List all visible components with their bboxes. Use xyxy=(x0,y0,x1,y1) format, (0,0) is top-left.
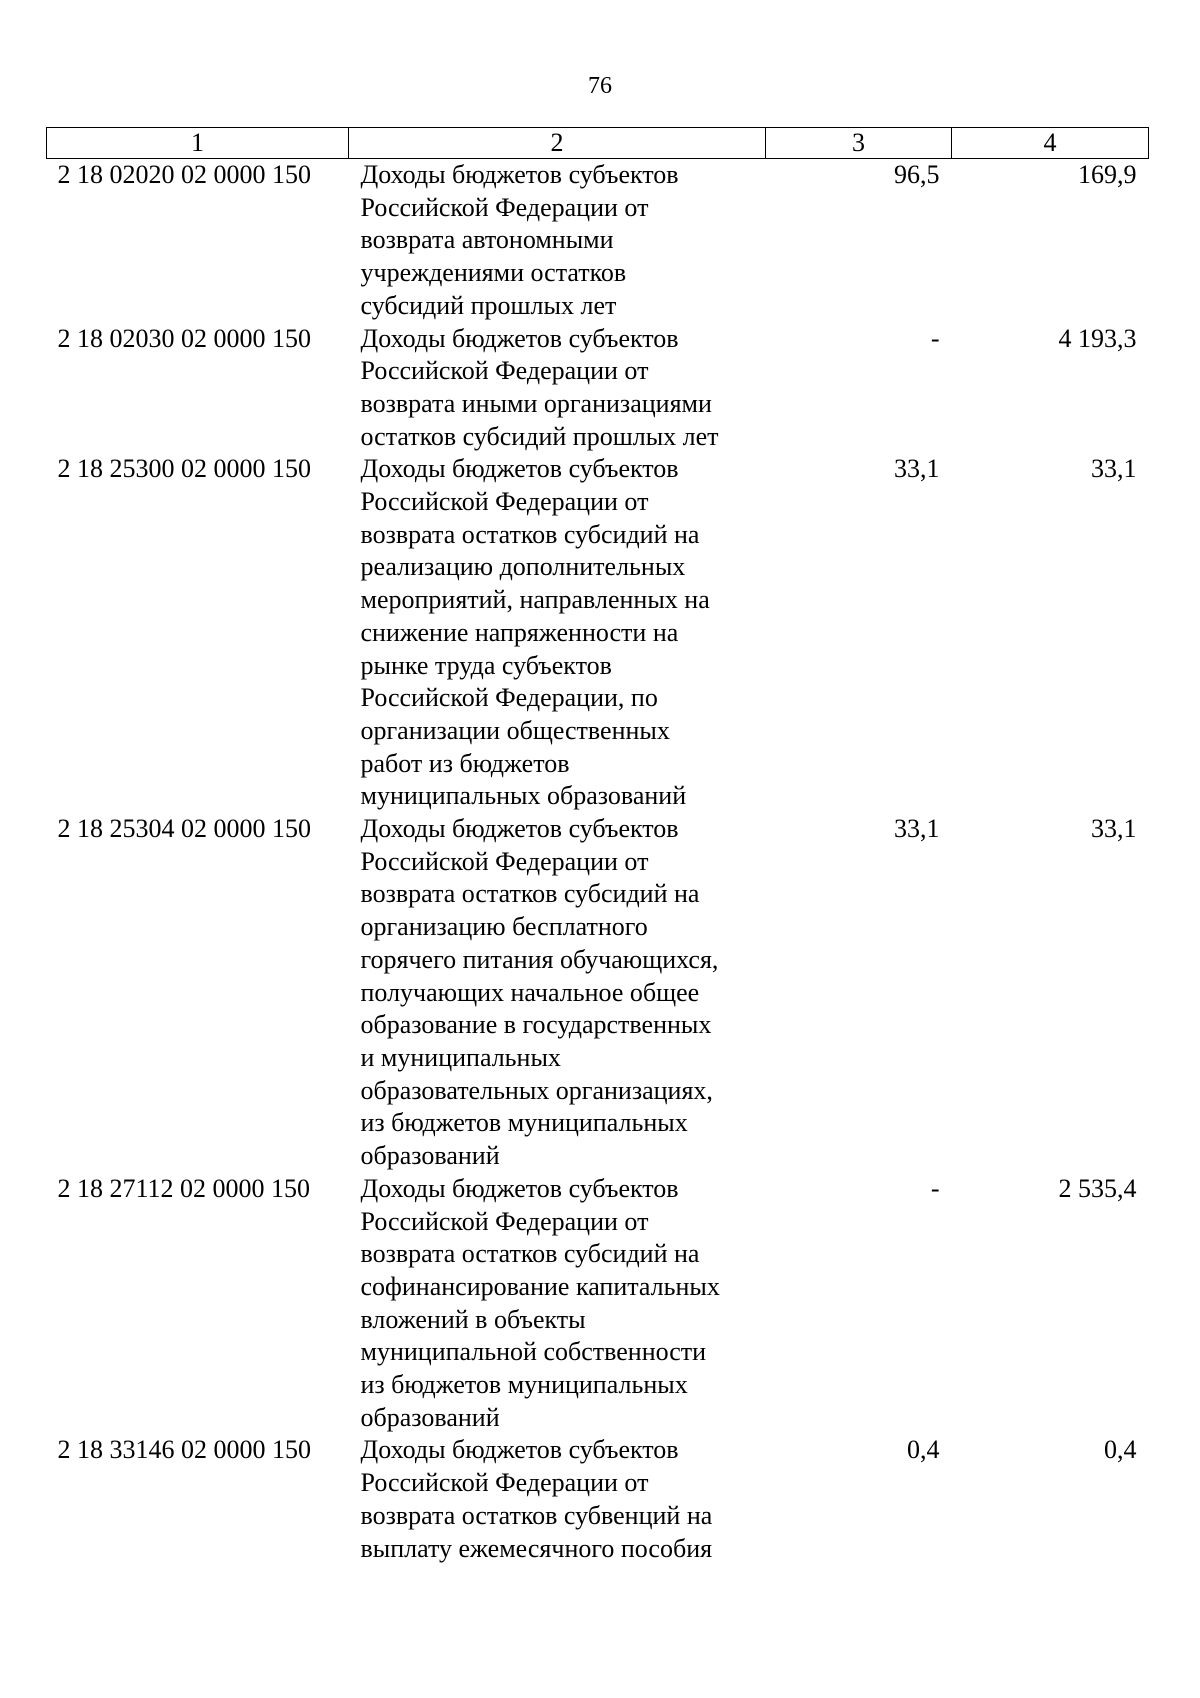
description-line: рынке труда субъектов xyxy=(360,650,612,680)
amount-col-4-cell: 33,1 xyxy=(1091,454,1137,484)
description-line: субсидий прошлых лет xyxy=(360,290,617,320)
amount-col-4-cell: 2 535,4 xyxy=(1058,1173,1137,1203)
description-line: муниципальных образований xyxy=(360,781,687,811)
revenue-table-container xyxy=(46,127,1148,1565)
header-col-1: 1 xyxy=(47,128,349,159)
description-cell xyxy=(349,159,766,323)
amount-col-3-cell: 33,1 xyxy=(894,454,940,484)
table-row xyxy=(47,1173,1149,1435)
description-line: вложений в объекты xyxy=(360,1304,586,1334)
description-line: Российской Федерации от xyxy=(360,1206,649,1236)
description-line: Доходы бюджетов субъектов xyxy=(360,323,679,353)
table-row xyxy=(47,159,1149,323)
budget-code-cell: 2 18 25300 02 0000 150 xyxy=(57,454,311,484)
header-col-2: 2 xyxy=(349,128,766,159)
description-line: Российской Федерации от xyxy=(360,846,649,876)
table-row xyxy=(47,1434,1149,1565)
description-line: мероприятий, направленных на xyxy=(360,585,710,615)
description-line: возврата иными организациями xyxy=(360,388,712,418)
description-line: Российской Федерации, по xyxy=(360,683,658,713)
header-col-3: 3 xyxy=(766,128,952,159)
budget-code-cell: 2 18 25304 02 0000 150 xyxy=(57,814,311,844)
description-line: работ из бюджетов xyxy=(360,748,570,778)
description-line: из бюджетов муниципальных xyxy=(360,1370,688,1400)
description-line: возврата остатков субсидий на xyxy=(360,1239,700,1269)
amount-col-4-cell: 4 193,3 xyxy=(1058,323,1137,353)
description-line: горячего питания обучающихся, xyxy=(360,944,719,974)
table-row xyxy=(47,323,1149,454)
description-cell xyxy=(349,1173,766,1435)
description-line: образований xyxy=(360,1141,500,1171)
amount-col-4-cell: 169,9 xyxy=(1078,160,1137,189)
description-line: остатков субсидий прошлых лет xyxy=(360,421,719,451)
table-row xyxy=(47,813,1149,1173)
table-row xyxy=(47,453,1149,813)
amount-col-3-cell: - xyxy=(930,1173,940,1203)
description-cell xyxy=(349,813,766,1173)
description-line: Российской Федерации от xyxy=(360,356,649,386)
description-line: из бюджетов муниципальных xyxy=(360,1108,688,1138)
description-line: организацию бесплатного xyxy=(360,912,648,942)
description-line: учреждениями остатков xyxy=(360,258,627,288)
description-cell xyxy=(349,453,766,813)
budget-code-cell: 2 18 27112 02 0000 150 xyxy=(57,1173,311,1203)
description-line: возврата автономными xyxy=(360,225,614,255)
amount-col-3-cell: 96,5 xyxy=(894,160,940,189)
description-line: образование в государственных xyxy=(360,1010,712,1040)
header-col-4: 4 xyxy=(952,128,1149,159)
description-line: Российской Федерации от xyxy=(360,1468,649,1498)
description-line: возврата остатков субвенций на xyxy=(360,1500,713,1530)
description-line: Доходы бюджетов субъектов xyxy=(360,454,679,484)
budget-code-cell: 2 18 02020 02 0000 150 xyxy=(57,160,311,189)
amount-col-3-cell: - xyxy=(930,323,940,353)
description-line: Российской Федерации от xyxy=(360,487,649,517)
description-line: возврата остатков субсидий на xyxy=(360,519,700,549)
table-header xyxy=(47,128,1149,159)
description-line: образовательных организациях, xyxy=(360,1075,713,1105)
table-body xyxy=(47,159,1149,1566)
description-line: организации общественных xyxy=(360,715,670,745)
description-line: снижение напряженности на xyxy=(360,617,679,647)
description-line: получающих начальное общее xyxy=(360,977,700,1007)
description-line: образований xyxy=(360,1402,500,1432)
description-line: Российской Федерации от xyxy=(360,192,649,222)
description-line: софинансирование капитальных xyxy=(360,1271,720,1301)
amount-col-3-cell: 33,1 xyxy=(894,814,940,844)
description-line: Доходы бюджетов субъектов xyxy=(360,160,679,189)
description-line: возврата остатков субсидий на xyxy=(360,879,700,909)
description-line: Доходы бюджетов субъектов xyxy=(360,814,679,844)
description-line: Доходы бюджетов субъектов xyxy=(360,1173,679,1203)
description-cell xyxy=(349,323,766,454)
description-line: реализацию дополнительных xyxy=(360,552,686,582)
amount-col-4-cell: 33,1 xyxy=(1091,814,1137,844)
revenue-table xyxy=(46,127,1149,1565)
description-cell xyxy=(349,1434,766,1565)
header-row xyxy=(47,128,1149,159)
description-line: Доходы бюджетов субъектов xyxy=(360,1435,679,1465)
budget-code-cell: 2 18 02030 02 0000 150 xyxy=(57,323,311,353)
amount-col-4-cell: 0,4 xyxy=(1104,1435,1137,1465)
description-line: и муниципальных xyxy=(360,1042,561,1072)
page-number: 76 xyxy=(588,73,612,99)
description-line: муниципальной собственности xyxy=(360,1337,707,1367)
budget-code-cell: 2 18 33146 02 0000 150 xyxy=(57,1435,311,1465)
amount-col-3-cell: 0,4 xyxy=(907,1435,940,1465)
description-line: выплату ежемесячного пособия xyxy=(360,1533,713,1563)
